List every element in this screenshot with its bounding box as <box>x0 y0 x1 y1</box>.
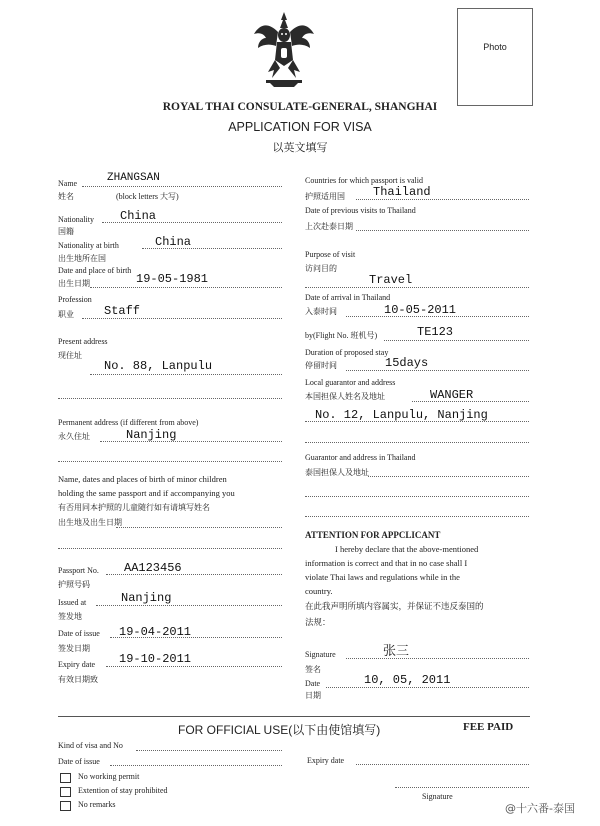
visa-kind-line <box>136 750 282 751</box>
thai-guarantor-line-3 <box>305 516 529 517</box>
present-address-value[interactable]: No. 88, Lanpulu <box>104 359 213 373</box>
declaration-line-4: country. <box>305 586 333 596</box>
name-line <box>82 186 282 187</box>
permanent-address-cn: 永久住址 <box>58 432 90 441</box>
no-working-permit-label: No working permit <box>78 772 140 781</box>
flight-label: by(Flight No. 班机号) <box>305 331 378 340</box>
photo-box[interactable] <box>457 8 533 106</box>
declaration-cn-1: 在此我声明所填内容属实，并保证不违反泰国的 <box>305 601 484 611</box>
duration-label: Duration of proposed stay <box>305 348 389 357</box>
countries-label: Countries for which passport is valid <box>305 176 423 185</box>
permanent-address-line-2 <box>58 461 282 462</box>
signature-label: Signature <box>305 650 336 659</box>
name-value[interactable]: ZHANGSAN <box>107 172 160 184</box>
thai-guarantor-line-1 <box>368 476 529 477</box>
local-guarantor-name[interactable]: WANGER <box>430 388 474 402</box>
form-title: APPLICATION FOR VISA <box>228 120 372 134</box>
nationality-line <box>102 222 282 223</box>
countries-value[interactable]: Thailand <box>373 185 431 199</box>
official-expiry-line <box>356 764 529 765</box>
birth-nationality-cn: 出生地所在国 <box>58 254 106 263</box>
expiry-date-cn: 有效日期致 <box>58 675 98 684</box>
watermark: @十六番-泰国 <box>505 802 575 815</box>
previous-visits-label: Date of previous visits to Thailand <box>305 206 416 215</box>
countries-cn: 护照适用国 <box>305 192 345 201</box>
declaration-line-3: violate Thai laws and regulations while in the <box>305 572 460 582</box>
thai-guarantor-line-2 <box>305 496 529 497</box>
profession-label: Profession <box>58 295 92 304</box>
permanent-address-line-1 <box>100 441 282 442</box>
declaration-line-2: information is correct and that in no case shall I <box>305 558 468 568</box>
passport-line <box>106 574 282 575</box>
issued-at-line <box>96 605 282 606</box>
minor-children-label-2: holding the same passport and if accompanying you <box>58 488 235 498</box>
previous-visits-cn: 上次赴泰日期 <box>305 222 353 231</box>
local-guarantor-line-3 <box>305 442 529 443</box>
purpose-value[interactable]: Travel <box>369 273 413 287</box>
passport-label: Passport No. <box>58 566 99 575</box>
local-guarantor-label: Local guarantor and address <box>305 378 396 387</box>
dob-value[interactable]: 19-05-1981 <box>136 272 209 286</box>
passport-cn: 护照号码 <box>58 580 90 589</box>
extension-prohibited-checkbox[interactable] <box>60 787 71 797</box>
local-guarantor-cn: 本国担保人姓名及地址 <box>305 392 385 401</box>
visa-kind-label: Kind of visa and No <box>58 741 123 750</box>
date-label: Date <box>305 679 321 688</box>
issued-at-value[interactable]: Nanjing <box>121 591 172 605</box>
local-guarantor-line-2 <box>305 421 529 422</box>
signature-line <box>346 658 529 659</box>
issued-at-cn: 签发地 <box>58 612 82 621</box>
profession-line <box>82 318 282 319</box>
local-guarantor-line-1 <box>412 401 529 402</box>
passport-value[interactable]: AA123456 <box>124 561 182 575</box>
purpose-cn: 访问目的 <box>305 264 337 273</box>
flight-value[interactable]: TE123 <box>417 325 454 339</box>
official-divider <box>58 716 530 717</box>
photo-label: Photo <box>483 42 507 52</box>
purpose-line <box>305 287 529 288</box>
profession-cn: 职业 <box>58 310 74 319</box>
local-guarantor-address[interactable]: No. 12, Lanpulu, Nanjing <box>315 408 488 422</box>
expiry-date-line <box>106 666 282 667</box>
minor-children-cn-1: 有否用同本护照的儿童随行如有请填写姓名 <box>58 503 210 512</box>
official-use-title: FOR OFFICIAL USE(以下由使馆填写) <box>178 723 381 737</box>
birth-nationality-value[interactable]: China <box>155 235 192 249</box>
arrival-line <box>346 316 529 317</box>
date-value[interactable]: 10, 05, 2011 <box>364 673 451 687</box>
issue-date-cn: 签发日期 <box>58 644 90 653</box>
extension-prohibited-label: Extention of stay prohibited <box>78 786 168 795</box>
birth-nationality-line <box>142 248 282 249</box>
dob-line <box>90 287 282 288</box>
duration-line <box>346 370 529 371</box>
nationality-value[interactable]: China <box>120 209 157 223</box>
minor-children-cn-2: 出生地及出生日期 <box>58 518 122 527</box>
permanent-address-value[interactable]: Nanjing <box>126 428 177 442</box>
birth-nationality-label: Nationality at birth <box>58 241 119 250</box>
issue-date-label: Date of issue <box>58 629 100 638</box>
expiry-date-value[interactable]: 19-10-2011 <box>119 652 192 666</box>
official-signature-line <box>395 787 529 788</box>
duration-cn: 停留时间 <box>305 361 337 370</box>
profession-value[interactable]: Staff <box>104 304 141 318</box>
present-address-cn: 现住址 <box>58 351 82 360</box>
countries-line <box>356 199 529 200</box>
arrival-label: Date of arrival in Thailand <box>305 293 391 302</box>
arrival-cn: 入泰时间 <box>305 307 337 316</box>
official-expiry-label: Expiry date <box>307 756 345 765</box>
consulate-name: ROYAL THAI CONSULATE-GENERAL, SHANGHAI <box>162 101 438 113</box>
dob-cn: 出生日期 <box>58 279 90 288</box>
signature-value[interactable]: 张三 <box>383 643 410 658</box>
flight-line <box>384 340 529 341</box>
declaration-cn-2: 法规： <box>305 617 331 627</box>
attention-title: ATTENTION FOR APPCLICANT <box>305 530 441 540</box>
issued-at-label: Issued at <box>58 598 87 607</box>
fee-paid-label: FEE PAID <box>463 721 514 733</box>
duration-value[interactable]: 15days <box>385 356 429 370</box>
no-remarks-checkbox[interactable] <box>60 801 71 811</box>
name-hint: (block letters 大写) <box>116 192 179 201</box>
official-signature-label: Signature <box>422 792 453 801</box>
issue-date-line <box>110 637 282 638</box>
official-issue-date-label: Date of issue <box>58 757 100 766</box>
no-working-permit-checkbox[interactable] <box>60 773 71 783</box>
date-line <box>326 687 529 688</box>
signature-cn: 签名 <box>305 665 321 674</box>
no-remarks-label: No remarks <box>78 800 116 809</box>
issue-date-value[interactable]: 19-04-2011 <box>119 625 192 639</box>
present-address-label: Present address <box>58 337 108 346</box>
dob-label: Date and place of birth <box>58 266 132 275</box>
nationality-cn: 国籍 <box>58 227 74 236</box>
minor-children-label-1: Name, dates and places of birth of minor children <box>58 474 227 484</box>
name-cn: 姓名 <box>58 192 74 201</box>
present-address-line-2 <box>58 398 282 399</box>
form-title-cn: 以英文填写 <box>272 142 328 154</box>
expiry-date-label: Expiry date <box>58 660 96 669</box>
thai-guarantor-label: Guarantor and address in Thailand <box>305 453 416 462</box>
declaration-line-1: I hereby declare that the above-mentioned <box>335 544 479 554</box>
official-issue-date-line <box>110 765 282 766</box>
permanent-address-label: Permanent address (if different from above) <box>58 418 199 427</box>
thai-guarantor-cn: 泰国担保人及地址 <box>305 468 369 477</box>
arrival-value[interactable]: 10-05-2011 <box>384 303 457 317</box>
garuda-emblem-icon <box>252 8 316 88</box>
previous-visits-line <box>356 230 529 231</box>
purpose-label: Purpose of visit <box>305 250 356 259</box>
nationality-label: Nationality <box>58 215 94 224</box>
name-label: Name <box>58 179 78 188</box>
date-cn: 日期 <box>305 691 321 700</box>
minor-children-line-2 <box>58 548 282 549</box>
present-address-line-1 <box>90 374 282 375</box>
minor-children-line-1 <box>116 527 282 528</box>
